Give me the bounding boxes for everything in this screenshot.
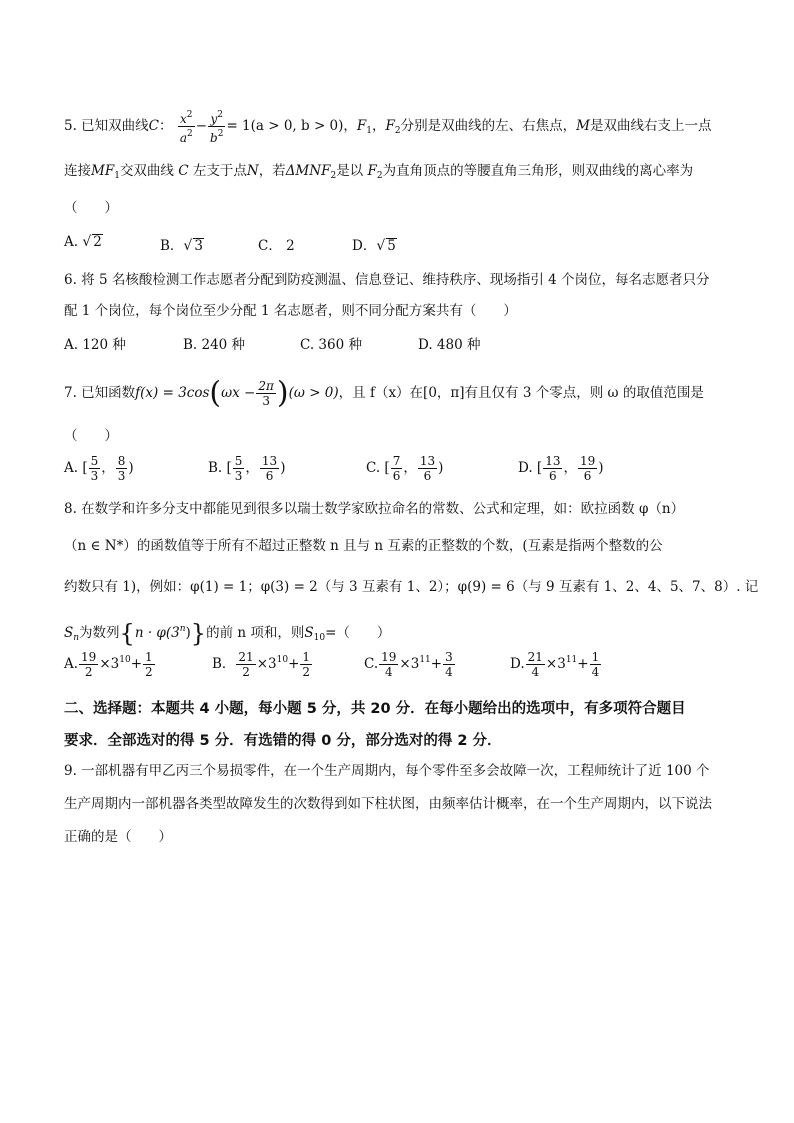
frac (578, 454, 597, 483)
base: ×3 (399, 656, 420, 672)
omega-cond: (ω > 0) (288, 385, 339, 401)
q5-option-a: A. √ 2 (64, 234, 102, 250)
q6-option-c: C. 360 种 (300, 337, 362, 353)
den: 3 (234, 469, 243, 483)
base: ×3 (99, 656, 120, 672)
den: 2 (302, 665, 311, 679)
opt-label: A. (64, 656, 79, 672)
frac (543, 454, 562, 483)
q5-option-b: B．√ 3 (160, 238, 203, 254)
q7-text-b: ，且 f（x）在[0，π]有且仅有 3 个零点，则 ω 的取值范围是 (338, 385, 704, 401)
close: ) (438, 460, 444, 476)
frac (236, 650, 255, 679)
point-M: M (576, 118, 590, 134)
curve-C-2: C (178, 163, 189, 179)
q8-line-1: 8. 在数学和许多分支中都能见到很多以瑞士数学家欧拉命名的常数、公式和定理，如：欧拉函数 φ（n） (64, 501, 685, 517)
frac (143, 650, 155, 679)
triangle-MNF2: ΔMNF (285, 163, 331, 179)
exp: 11 (419, 655, 431, 665)
curve-C: C (148, 118, 160, 134)
q8-line-2: （n ∈ N*）的函数值等于所有不超过正整数 n 且与 n 互素的正整数的个数，(互素是指两个整数的公 (64, 538, 663, 554)
F1: F (356, 118, 367, 134)
S-sub-n: n (73, 633, 80, 643)
num: 8 (117, 454, 126, 468)
F2-b: F (367, 163, 377, 179)
var-x: x (180, 112, 187, 126)
base: ×3 (545, 656, 566, 672)
q9-line-2: 生产周期内一部机器各类型故障发生的次数得到如下柱状图，由频率估计概率，在一个生产周期内，以下说法 (64, 796, 712, 812)
den: 3 (90, 469, 99, 483)
opt-val: 3 (194, 238, 203, 254)
opt-label: D． (352, 238, 377, 254)
q8-line-4: $S_n$为数列$\{n \cdot \varphi(3^n)\}$的前 n 项和，则$S_{10}=$（ ） (64, 619, 391, 648)
q9-line-3: 正确的是（ ） (64, 829, 172, 845)
q7-option-c: C. [ $\frac{7}{6}$ ， $\frac{13}{6}$ ) (366, 454, 444, 483)
frac (79, 650, 98, 679)
q8-option-a (64, 650, 156, 679)
q5-text-2e: 是以 (336, 163, 364, 179)
q7-paren: （ ） (64, 428, 118, 444)
plus: + (577, 656, 589, 672)
exp: 11 (565, 655, 578, 665)
eq-rest: = 1(a > 0, b > 0) (226, 118, 344, 134)
q5-text-d: 是双曲线右支上一点 (589, 118, 712, 134)
func-f: f(x) = 3cos (135, 385, 210, 401)
frac (89, 454, 101, 483)
q5-text-2f: 为直角顶点的等腰直角三角形，则双曲线的离心率为 (382, 163, 694, 179)
num: 1 (302, 650, 311, 664)
two-pi: 2π (258, 379, 274, 393)
S10: S (304, 625, 314, 641)
MF1: MF (91, 163, 115, 179)
S10-sub: 10 (313, 633, 326, 643)
opt-label: C. (364, 656, 379, 672)
den: 4 (384, 665, 393, 679)
frac (233, 454, 245, 483)
q5-text-2c: 左支于点 (192, 163, 247, 179)
frac (391, 454, 403, 483)
q5-option-d: D．√ 5 (352, 238, 396, 254)
num: 19 (579, 454, 596, 468)
q5-line-2: 连接$MF_1$交双曲线 C 左支于点N，若$\Delta MNF_2$是以 $F_2$为直角顶点的等腰直角三角形，则双曲线的离心率为 (64, 163, 694, 181)
opt-val: 2 (93, 234, 102, 250)
den: 6 (583, 469, 592, 483)
close: ) (128, 460, 134, 476)
den: 6 (549, 469, 557, 483)
den: 2 (145, 665, 153, 679)
q6-line-2: 配 1 个岗位，每个岗位至少分配 1 名志愿者，则不同分配方案共有（ ） (64, 303, 517, 319)
num: 13 (261, 454, 278, 468)
q5-line-1: 5. 已知双曲线C： $\frac{x^2}{a^2}$ − $\frac{y^2}{b^2}$ = 1(a > 0, b > 0)，$F_1$，$F_2$分别是双曲线的左、右焦点，M是双曲线右支上一点 (64, 110, 712, 145)
den: 4 (531, 665, 540, 679)
q5-text-2b: 交双曲线 (119, 163, 174, 179)
frac (260, 454, 279, 483)
num: 5 (234, 454, 243, 468)
frac (590, 650, 602, 679)
section-2-title-line-2: 要求．全部选对的得 5 分．有选错的得 0 分，部分选对的得 2 分． (64, 733, 502, 749)
S: S (64, 625, 74, 641)
q8-option-d (510, 650, 602, 679)
frac (443, 650, 455, 679)
q5-text-c: 分别是双曲线的左、右焦点， (400, 118, 577, 134)
opt-label: A. (64, 234, 79, 250)
var-b: b (210, 131, 218, 145)
q9-line-1: 9. 一部机器有甲乙丙三个易损零件，在一个生产周期内，每个零件至多会故障一次，工程师统计了近 100 个 (64, 763, 710, 779)
num: 3 (445, 650, 453, 664)
three: 3 (262, 394, 270, 408)
frac-x2-a2: $\frac{x^2}{a^2}$ (179, 110, 193, 145)
num: 19 (81, 650, 97, 664)
q8-text-d: =（ ） (325, 625, 391, 641)
close: ) (598, 460, 604, 476)
plus: + (430, 656, 443, 672)
num: 1 (145, 650, 153, 664)
q8-line-3: 约数只有 1)，例如：φ(1) = 1；φ(3) = 2（与 3 互素有 1、2）；φ(9) = 6（与 9 互素有 1、2、4、5、7、8）. 记 (64, 579, 759, 595)
q7-option-b: B. [ $\frac{5}{3}$ ， $\frac{13}{6}$ ) (208, 454, 286, 483)
opt-label: D. (510, 656, 525, 672)
q8-text-c: 的前 n 项和，则 (206, 625, 305, 641)
q8-option-b (212, 650, 313, 679)
q7-line-1: 7. 已知函数f(x) = 3cos(ωx − $\frac{2\pi}{3}$ )(ω > 0)，且 f（x）在[0，π]有且仅有 3 个零点，则 ω 的取值范围是 (64, 375, 704, 411)
omega-x: ωx − (221, 385, 256, 401)
q6-option-d: D. 480 种 (418, 337, 481, 353)
q5-text: 5. 已知双曲线 (64, 118, 149, 134)
q5-paren: （ ） (64, 200, 118, 216)
den: 4 (591, 665, 600, 679)
section-2-title-line-1: 二、选择题：本题共 4 小题，每小题 5 分，共 20 分．在每小题给出的选项中，有多项符合题目 (64, 701, 686, 717)
opt-label: B． (212, 656, 236, 672)
num: 13 (545, 454, 561, 468)
frac (418, 454, 437, 483)
opt-label: A. [ (64, 460, 88, 476)
den: 4 (445, 665, 453, 679)
var-y: y (210, 112, 218, 126)
opt-label: C． (258, 238, 282, 254)
colon: ： (159, 118, 173, 134)
var-a: a (179, 131, 187, 145)
num: 1 (591, 650, 600, 664)
opt-label: B． (160, 238, 184, 254)
q7-option-a: A. [ $\frac{5}{3}$ ， $\frac{8}{3}$ ) (64, 454, 134, 483)
q6-option-b: B. 240 种 (183, 337, 246, 353)
exp: 10 (119, 655, 131, 665)
F2: F (385, 118, 395, 134)
den: 2 (242, 665, 250, 679)
q6-line-1: 6. 将 5 名核酸检测工作志愿者分配到防疫测温、信息登记、维持秩序、现场指引 4 个岗位，每名志愿者只分 (64, 272, 710, 288)
plus: + (288, 656, 300, 672)
opt-val: 5 (387, 238, 396, 254)
q6-option-a: A. 120 种 (64, 337, 126, 353)
num: 21 (527, 650, 543, 664)
q8-text-b: 为数列 (79, 625, 120, 641)
q8-option-c (364, 650, 456, 679)
close: ) (280, 460, 286, 476)
plus: + (130, 656, 142, 672)
num: 19 (381, 650, 397, 664)
q7-option-d: D. [ $\frac{13}{6}$ ， $\frac{19}{6}$ ) (518, 454, 604, 483)
point-N: N (246, 163, 259, 179)
den: 6 (265, 469, 274, 483)
seq-term: n · φ(3 (134, 625, 180, 641)
num: 7 (392, 454, 401, 468)
den: 3 (117, 469, 126, 483)
num: 13 (419, 454, 436, 468)
frac (116, 454, 128, 483)
opt-label: D. [ (518, 460, 543, 476)
frac-2pi-3 (256, 379, 276, 408)
opt-label: C. [ (366, 460, 390, 476)
base: ×3 (256, 656, 277, 672)
seq-exp: n (179, 624, 186, 634)
q5-option-c (258, 234, 295, 254)
frac (300, 650, 312, 679)
exp: 10 (276, 655, 289, 665)
num: 21 (238, 650, 254, 664)
frac-y2-b2: $\frac{y^2}{b^2}$ (210, 110, 224, 145)
frac (526, 650, 545, 679)
den: 6 (423, 469, 432, 483)
frac (379, 650, 398, 679)
opt-val: 2 (286, 238, 295, 254)
den: 2 (84, 665, 93, 679)
num: 5 (90, 454, 99, 468)
opt-label: B. [ (208, 460, 232, 476)
comma: ， (343, 118, 357, 134)
q7-text-a: 7. 已知函数 (64, 385, 136, 401)
q5-text-2d: ，若 (258, 163, 286, 179)
q5-text-2a: 连接 (64, 163, 91, 179)
den: 6 (392, 469, 401, 483)
